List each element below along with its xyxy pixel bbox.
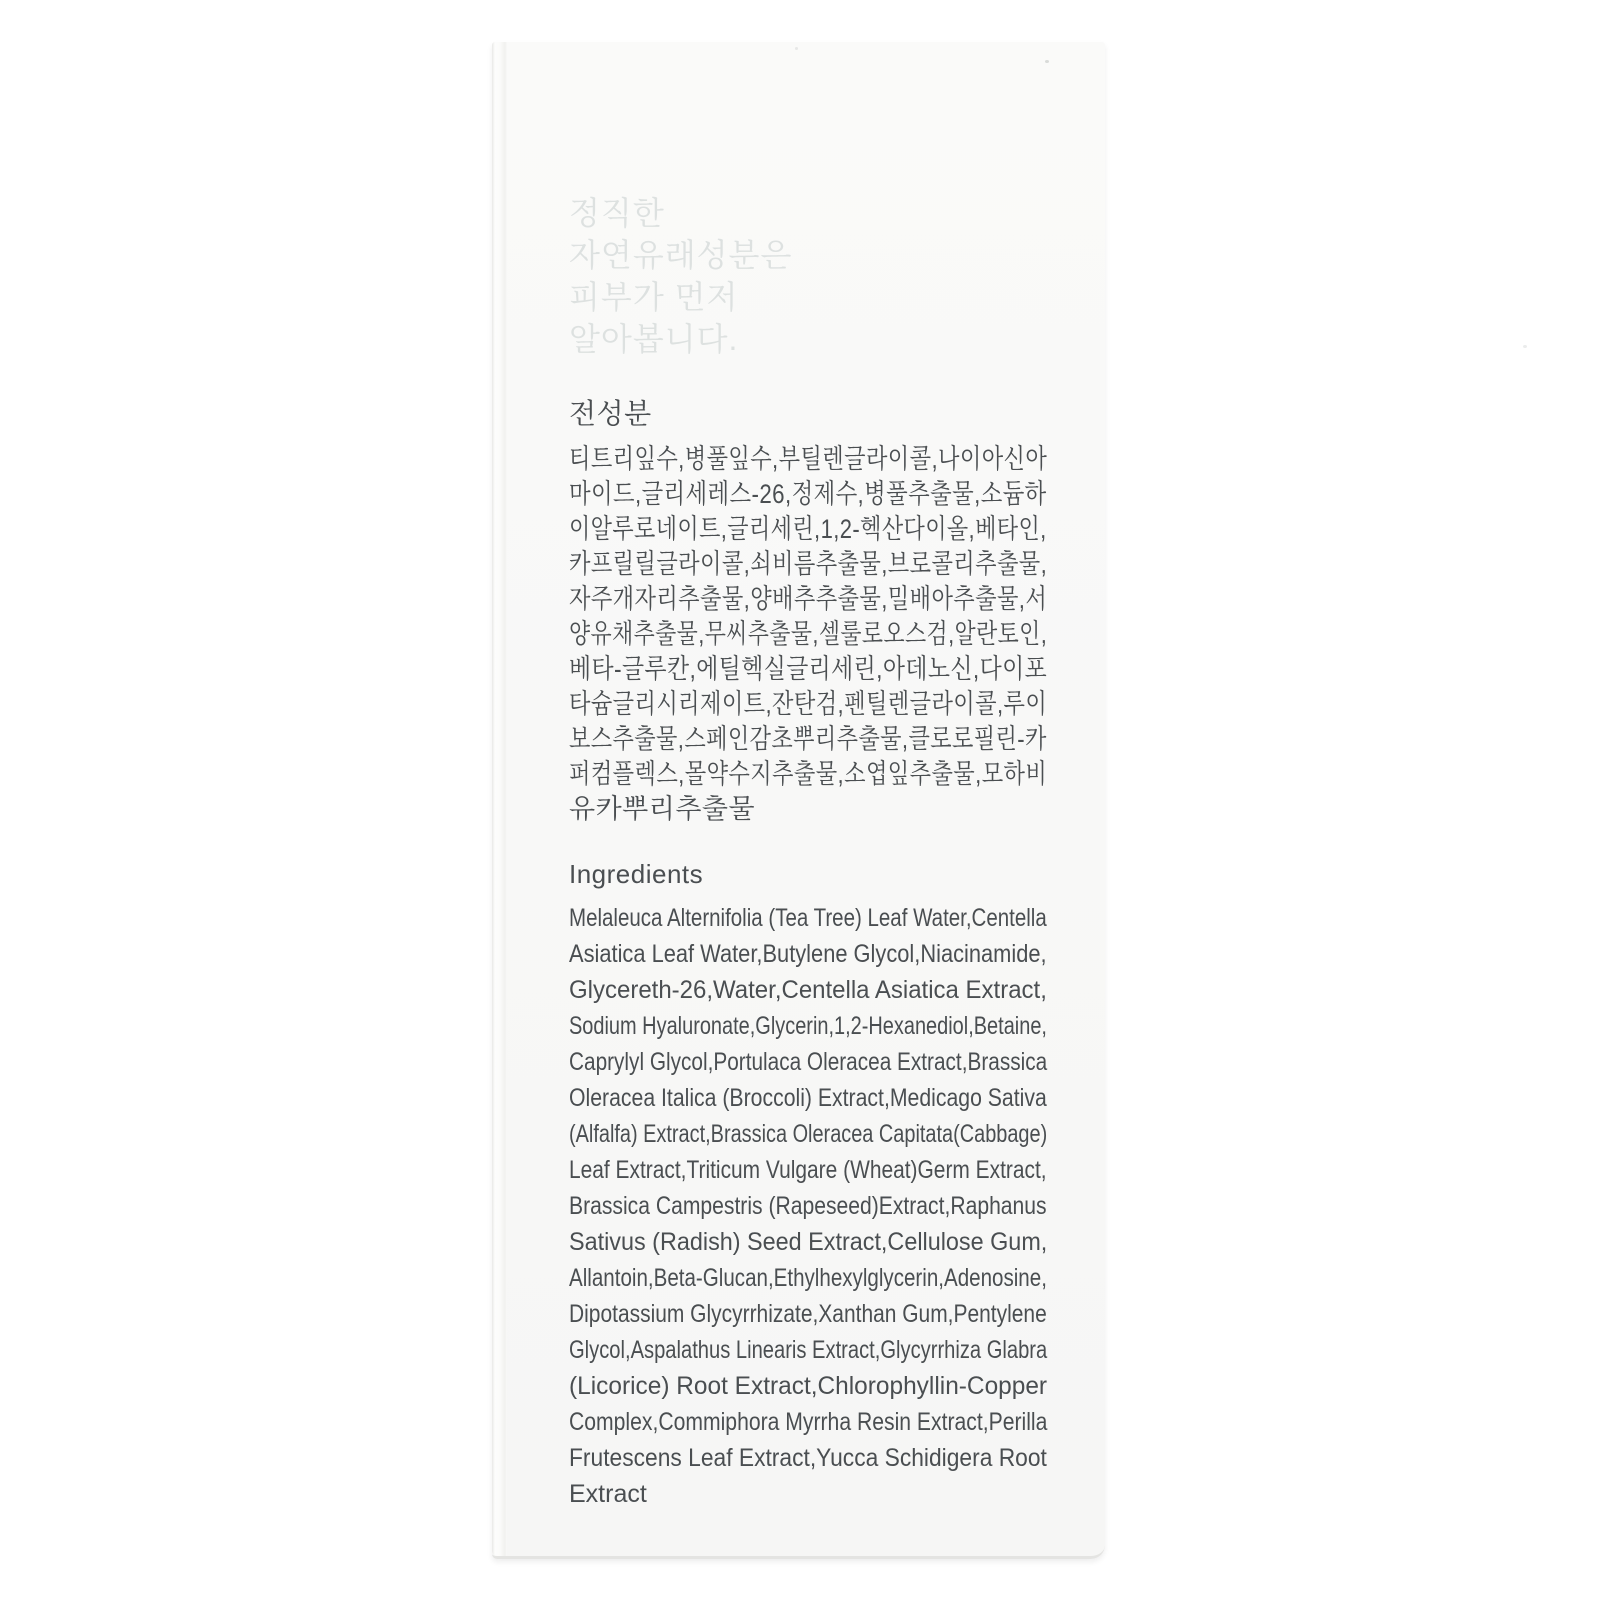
english-ingredients-line: Sativus (Radish) Seed Extract,Cellulose Gum, [569,1228,1048,1256]
english-ingredients-line: (Licorice) Root Extract,Chlorophyllin-Copper [569,1372,1048,1400]
english-ingredients-line: Leaf Extract,Triticum Vulgare (Wheat)Germ Extract, [569,1156,1047,1184]
box-side-panel [492,42,507,1556]
korean-ingredients-line: 이알루로네이트,글리세린,1,2-헥산다이올,베타인, [569,514,1047,544]
tagline-line: 정직한 [569,195,665,231]
english-ingredients-line: (Alfalfa) Extract,Brassica Oleracea Capitata(Cabbage) [569,1120,1048,1148]
korean-ingredients-line: 보스추출물,스페인감초뿌리추출물,클로로필린-카 [569,724,1047,754]
english-ingredients-line: Frutescens Leaf Extract,Yucca Schidigera Root [569,1444,1047,1472]
dust-speck [795,47,798,50]
english-ingredients-line: Asiatica Leaf Water,Butylene Glycol,Niacinamide, [569,940,1047,968]
korean-ingredients-line: 티트리잎수,병풀잎수,부틸렌글라이콜,나이아신아 [569,444,1048,474]
tagline-line: 피부가 먼저 [569,279,739,315]
korean-ingredients-line: 마이드,글리세레스-26,정제수,병풀추출물,소듐하 [569,479,1047,509]
english-ingredients-line: Oleracea Italica (Broccoli) Extract,Medicago Sativa [569,1084,1047,1112]
english-ingredients-line: Glycol,Aspalathus Linearis Extract,Glycyrrhiza Glabra [569,1336,1048,1364]
brand-tagline [569,192,792,360]
english-ingredients-section [569,856,1047,1512]
english-ingredients-line: Caprylyl Glycol,Portulaca Oleracea Extract,Brassica [569,1048,1048,1076]
english-ingredients-line: Complex,Commiphora Myrrha Resin Extract,Perilla [569,1408,1048,1436]
english-ingredients-line: Glycereth-26,Water,Centella Asiatica Extract, [569,976,1047,1004]
korean-ingredients-section [569,396,1047,827]
product-box [492,42,1105,1559]
korean-ingredients-line: 자주개자리추출물,양배추추출물,밀배아추출물,서 [569,584,1048,614]
dust-speck [1045,60,1049,63]
english-ingredients-line: Brassica Campestris (Rapeseed)Extract,Raphanus [569,1192,1047,1220]
korean-ingredients-line: 베타-글루칸,에틸헥실글리세린,아데노신,다이포 [569,654,1048,684]
english-ingredients-line: Dipotassium Glycyrrhizate,Xanthan Gum,Pentylene [569,1300,1047,1328]
korean-ingredients-line: 타슘글리시리제이트,잔탄검,펜틸렌글라이콜,루이 [569,689,1048,719]
korean-ingredients-line: 퍼컴플렉스,몰약수지추출물,소엽잎추출물,모하비 [569,759,1048,789]
tagline-line: 자연유래성분은 [569,237,793,273]
tagline-line: 알아봅니다. [569,321,739,357]
korean-ingredients-heading: 전성분 [569,398,652,429]
korean-ingredients-list [569,442,1047,827]
english-ingredients-line: Sodium Hyaluronate,Glycerin,1,2-Hexanediol,Betaine, [569,1012,1047,1040]
english-ingredients-list [569,900,1047,1512]
english-ingredients-line: Allantoin,Beta-Glucan,Ethylhexylglycerin,Adenosine, [569,1264,1047,1292]
korean-ingredients-line: 유카뿌리추출물 [569,794,756,824]
english-ingredients-line: Melaleuca Alternifolia (Tea Tree) Leaf Water,Centella [569,904,1047,932]
dust-speck [1523,345,1527,348]
english-ingredients-heading: Ingredients [569,859,704,889]
english-ingredients-line: Extract [569,1480,647,1508]
korean-ingredients-line: 양유채추출물,무씨추출물,셀룰로오스검,알란토인, [569,619,1048,649]
korean-ingredients-line: 카프릴릴글라이콜,쇠비름추출물,브로콜리추출물, [569,549,1048,579]
